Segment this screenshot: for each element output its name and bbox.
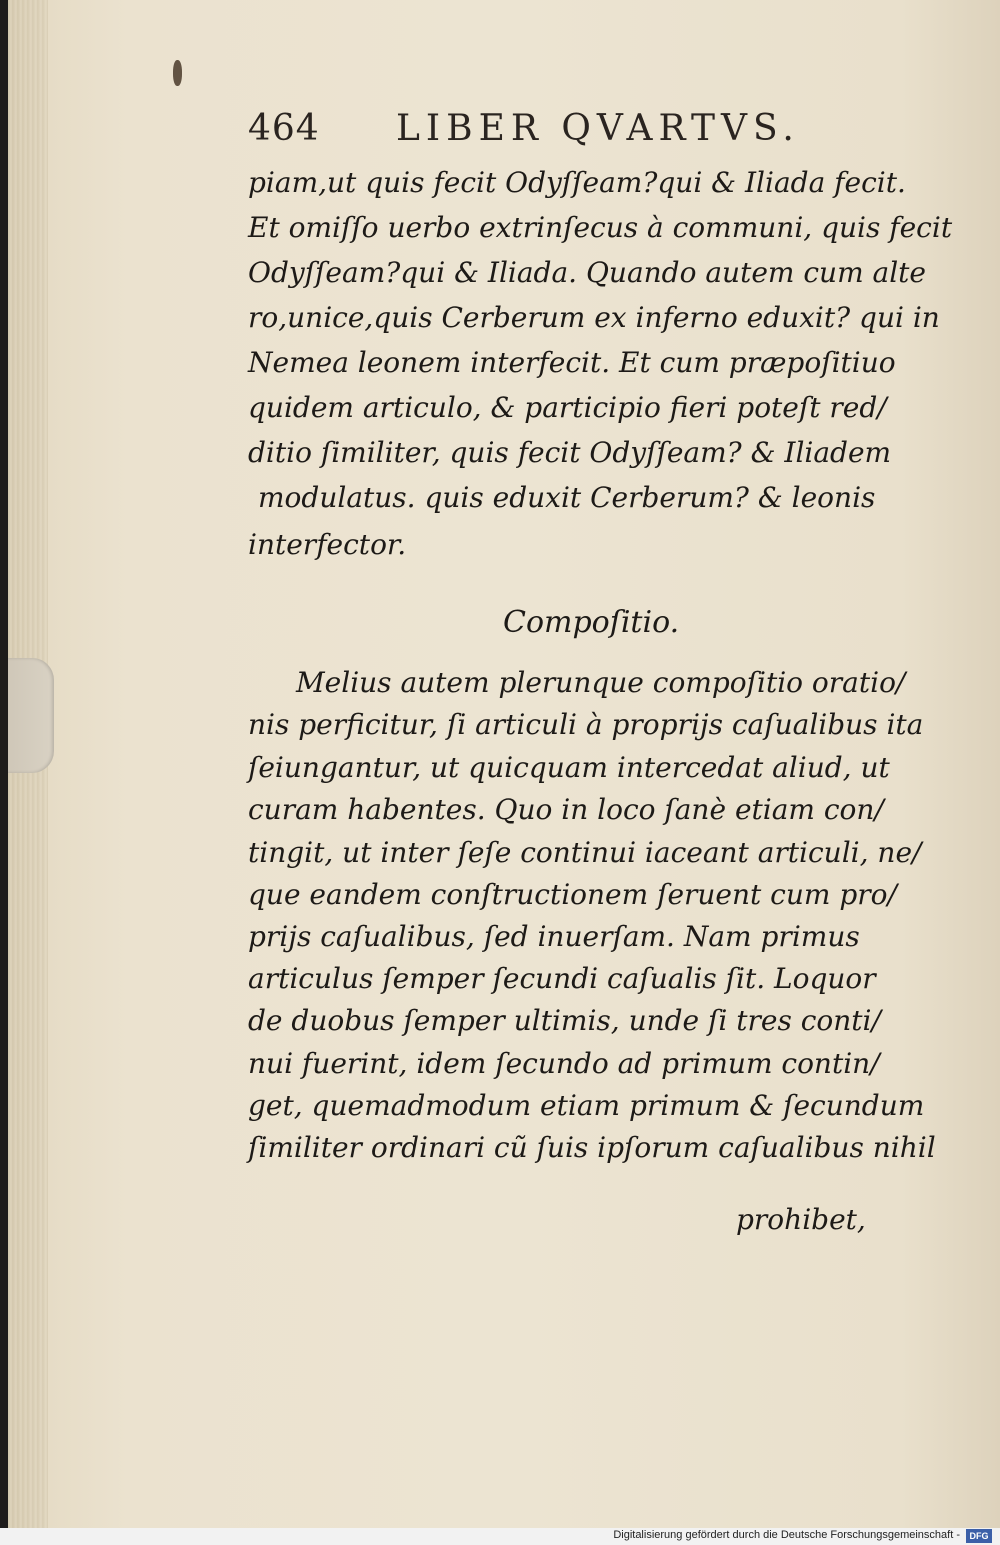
text-line: Et omiſſo uerbo extrinſecus à communi, quis fecit — [248, 211, 953, 244]
catchword: prohibet, — [736, 1203, 866, 1236]
ink-stain — [173, 60, 182, 86]
text-line: de duobus ſemper ultimis, unde ſi tres conti/ — [248, 1004, 881, 1037]
text-line: que eandem conſtructionem ſeruent cum pro/ — [248, 878, 897, 911]
text-line: nui fuerint, idem ſecundo ad primum contin/ — [248, 1047, 880, 1080]
page-marker-tab — [8, 658, 54, 773]
text-line: modulatus. quis eduxit Cerberum? & leonis — [258, 481, 876, 514]
text-line: articulus ſemper ſecundi caſualis ſit. Loquor — [248, 962, 876, 995]
text-line: Nemea leonem interfecit. Et cum præpoſitiuo — [248, 346, 896, 379]
text-line: piam,ut quis fecit Odyſſeam?qui & Iliada fecit. — [248, 166, 906, 199]
footer-bar — [0, 1528, 1000, 1545]
text-line: tingit, ut inter ſeſe continui iaceant articuli, ne/ — [248, 836, 922, 869]
text-line: prijs caſualibus, ſed inuerſam. Nam primus — [248, 920, 860, 953]
text-line: quidem articulo, & participio fieri poteſt red/ — [248, 391, 887, 424]
text-line: Melius autem plerunque compoſitio oratio/ — [296, 666, 906, 699]
text-line: nis perficitur, ſi articuli à proprijs caſualibus ita — [248, 708, 924, 741]
running-head: LIBER QVARTVS. — [396, 108, 800, 149]
text-line: ro,unice,quis Cerberum ex inferno eduxit? qui in — [248, 301, 940, 334]
dfg-logo: DFG — [966, 1529, 992, 1543]
page-number: 464 — [248, 108, 320, 149]
text-line: curam habentes. Quo in loco ſanè etiam con/ — [248, 793, 884, 826]
text-line: ditio ſimiliter, quis fecit Odyſſeam? & Iliadem — [248, 436, 892, 469]
footer-credit: Digitalisierung gefördert durch die Deutsche Forschungsgemeinschaft - — [613, 1529, 960, 1541]
book-page — [8, 0, 1000, 1528]
text-line: get, quemadmodum etiam primum & ſecundum — [248, 1089, 925, 1122]
text-line: interfector. — [248, 528, 407, 561]
text-line: ſeiungantur, ut quicquam intercedat aliud, ut — [248, 751, 890, 784]
page-header — [248, 108, 868, 158]
text-line: Odyſſeam?qui & Iliada. Quando autem cum alte — [248, 256, 927, 289]
section-heading: Compoſitio. — [503, 605, 680, 640]
text-line: ſimiliter ordinari cũ ſuis ipſorum caſualibus nihil — [248, 1131, 936, 1164]
